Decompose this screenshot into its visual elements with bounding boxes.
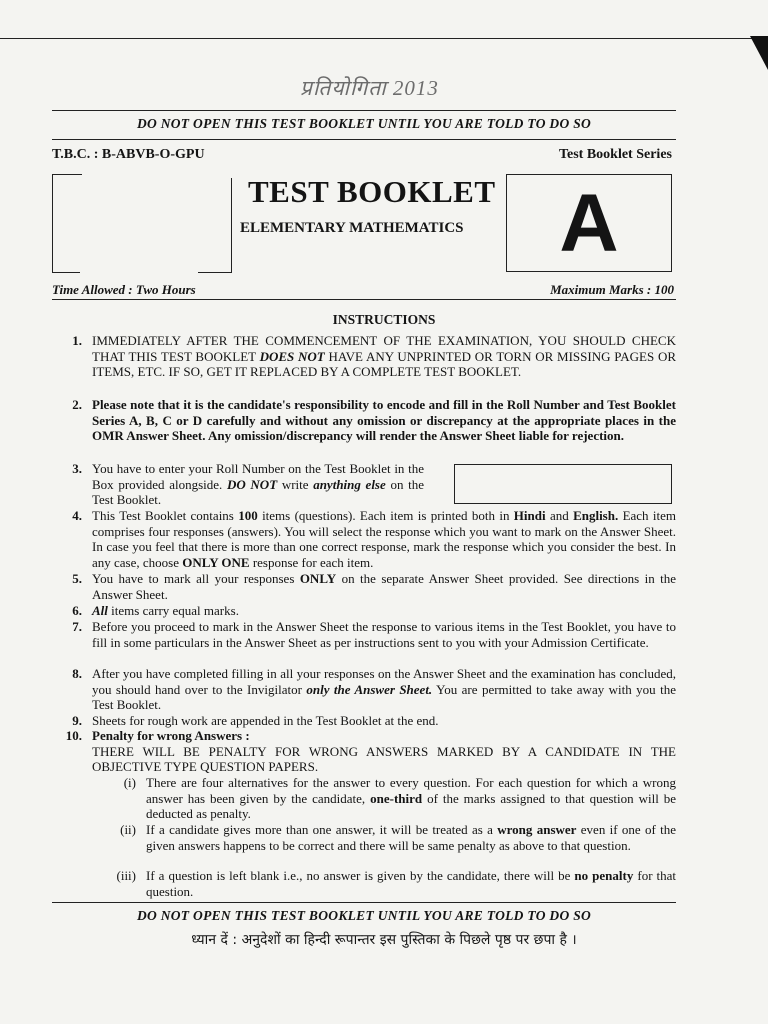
- booklet-title: TEST BOOKLET: [248, 174, 496, 209]
- tbc-code: T.B.C. : B-ABVB-O-GPU: [52, 147, 205, 162]
- hindi-note: ध्यान दें : अनुदेशों का हिन्दी रूपान्तर इस पुस्तिका के पिछले पृष्ठ पर छपा है ।: [191, 932, 577, 948]
- top-warning: DO NOT OPEN THIS TEST BOOKLET UNTIL YOU ARE TOLD TO DO SO: [136, 116, 592, 131]
- instruction-3: 3. You have to enter your Roll Number on the Test Booklet in the Box provided alongside. DO NOT write anything else on the Test Booklet.: [72, 461, 425, 507]
- time-allowed: Time Allowed : Two Hours: [52, 282, 196, 297]
- roll-number-box[interactable]: [454, 464, 672, 504]
- instructions-heading: INSTRUCTIONS: [332, 312, 436, 327]
- instruction-4: 4. This Test Booklet contains 100 items (questions). Each item is printed both in Hindi and English. Each item comprises four responses (answers). You will select the response which you want to mark on the Answer Sheet. In case you feel that there is more than one correct response, mark the response which you consider the best. In any case, choose ONLY ONE response for each item.: [72, 508, 677, 570]
- penalty-rule-iii: (iii) If a question is left blank i.e., no answer is given by the candidate, there will be no penalty for that question.: [116, 868, 677, 899]
- instruction-8: 8. After you have completed filling in all your responses on the Answer Sheet and the examination has concluded, you should hand over to the Invigilator only the Answer Sheet. You are permitted to take away with you the Test Booklet.: [72, 666, 676, 712]
- bottom-rule: [52, 902, 676, 903]
- penalty-rule-i: (i) There are four alternatives for the answer to every question. For each question for which a wrong answer has been given by the candidate, one-third of the marks assigned to that question will be deducted as penalty.: [123, 775, 677, 821]
- header-bottom-rule: [52, 299, 676, 300]
- bottom-warning: DO NOT OPEN THIS TEST BOOKLET UNTIL YOU ARE TOLD TO DO SO: [136, 908, 592, 923]
- instruction-10: 10. Penalty for wrong Answers : THERE WILL BE PENALTY FOR WRONG ANSWERS MARKED BY A CANDIDATE IN THE OBJECTIVE TYPE QUESTION PAPERS.: [65, 728, 676, 774]
- top-rule-2: [52, 139, 676, 140]
- top-edge-line: [0, 38, 768, 39]
- instruction-5: 5. You have to mark all your responses ONLY on the separate Answer Sheet provided. See directions in the Answer Sheet.: [72, 571, 677, 602]
- barcode-box: [38, 174, 232, 274]
- instruction-9: 9. Sheets for rough work are appended in the Test Booklet at the end.: [72, 713, 439, 728]
- series-letter: A: [559, 178, 619, 269]
- page-corner-mark: [750, 36, 768, 70]
- instruction-1: 1. IMMEDIATELY AFTER THE COMMENCEMENT OF THE EXAMINATION, YOU SHOULD CHECK THAT THIS TEST BOOKLET DOES NOT HAVE ANY UNPRINTED OR TORN OR MISSING PAGES OR ITEMS, ETC. IF SO, GET IT REPLACED BY A COMPLETE TEST BOOKLET.: [72, 333, 677, 379]
- penalty-rule-ii: (ii) If a candidate gives more than one answer, it will be treated as a wrong answer even if one of the given answers happens to be correct and there will be same penalty as above to that question.: [120, 822, 677, 853]
- faded-stamp: प्रतियोगिता 2013: [300, 76, 439, 100]
- subject-name: ELEMENTARY MATHEMATICS: [240, 220, 464, 236]
- series-label: Test Booklet Series: [558, 147, 672, 162]
- series-letter-box: [506, 174, 672, 272]
- instruction-7: 7. Before you proceed to mark in the Answer Sheet the response to various items in the Test Booklet, you have to fill in some particulars in the Answer Sheet as per instructions sent to you with your Admission Certificate.: [72, 619, 676, 650]
- instruction-2: 2. Please note that it is the candidate's responsibility to encode and fill in the Roll Number and Test Booklet Series A, B, C or D carefully and without any omission or discrepancy at the appropriate places in the OMR Answer Sheet. Any omission/discrepancy will render the Answer Sheet liable for rejection.: [72, 397, 676, 443]
- top-rule: [52, 110, 676, 111]
- instruction-6: 6. All items carry equal marks.: [72, 603, 239, 618]
- maximum-marks: Maximum Marks : 100: [550, 282, 674, 297]
